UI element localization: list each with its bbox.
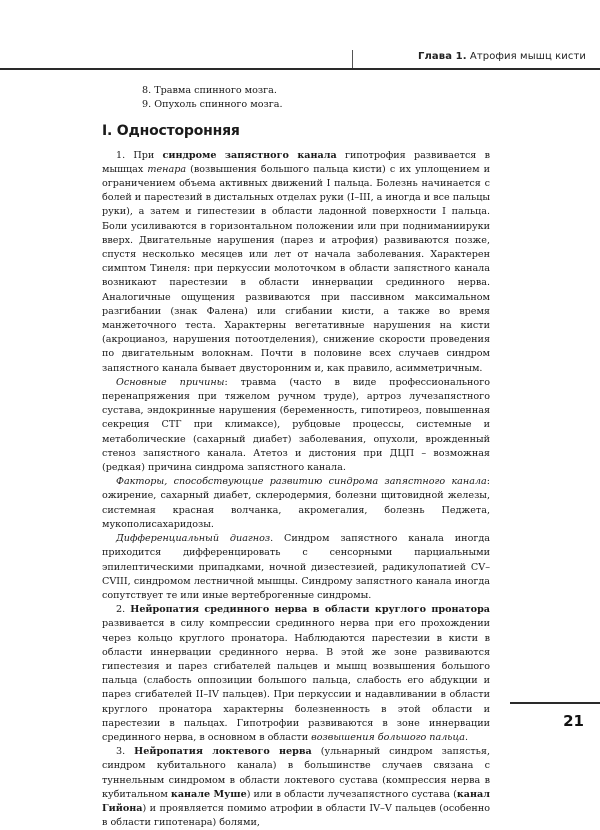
term-italic: Дифференциальный диагноз (116, 533, 271, 545)
text-run: (ульнарный синдром запястья, синдром кубитального канала) в большинстве случаев связана с туннельным синдромом в области локтевого сустава (компрессия нерва в кубитальном (102, 746, 491, 800)
text-run: : ожирение, сахарный диабет, склеродермия, болезни щитовидной железы, системная красная волчанка, акромегалия, болезнь Педжета, мукополисахаридозы. (102, 476, 490, 530)
term-bold: синдроме запястного канала (162, 149, 337, 161)
text-run: 1. При (116, 149, 163, 161)
term-bold: канал Гийона (102, 788, 490, 814)
list-item: 8. Травма спинного мозга. (142, 85, 277, 96)
text-run: ) или в области лучезапястного сустава ( (246, 788, 457, 800)
page-number: 21 (563, 712, 584, 730)
paragraph-pronator-neuropathy (102, 603, 490, 745)
chapter-title (418, 51, 586, 62)
chapter-label: Глава 1. (418, 51, 467, 62)
header-divider (352, 50, 353, 70)
header-rule (0, 68, 600, 70)
term-bold: Нейропатия локтевого нерва (134, 746, 312, 758)
list-item: 9. Опухоль спинного мозга. (142, 99, 283, 111)
term-italic: возвышения большого пальца (311, 731, 465, 743)
running-header (0, 0, 600, 72)
term-italic: Основные причины (116, 376, 225, 388)
text-run: 2. (116, 604, 131, 616)
chapter-name: Атрофия мышц кисти (469, 51, 586, 62)
paragraph-main-causes (102, 376, 490, 475)
text-run: . Синдром запястного канала иногда приходится дифференцировать с сенсорными парциальными эпилептическими припадками, ночной дизестезией, радикулопатией CV–CVIII, синдромом лестничной мышцы. Синдрому запястного канала иногда сопутствует те или иные вертеброгенные синдромы. (102, 533, 490, 601)
text-run: (возвышения большого пальца кисти) с их уплощением и ограничением объема активных движений I пальца. Болезнь начинается с болей и парестезий в дистальных отделах руки (I–III, а иногда и все пальцы руки), а затем и гипестезии в области ладонной поверхности I пальца. Боли усиливаются в горизонтальном положении или при подниманииpуки вверх. Двигательные нарушения (парез и атрофия) развиваются позже, спустя несколько месяцев или лет от начала заболевания. Характерен симптом Тинеля: при перкуссии молоточком в области запястного канала возникают парестезии в области иннервации срединного нерва. Аналогичные ощущения развиваются при пассивном максимальном разгибании (знак Фалена) или сгибании кисти, а также во время манжеточного теста. Характерны вегетативные нарушения на кисти (акроцианоз, нарушения потоотделения), снижение скорости проведения по двигательным волокнам. Почти в половине всех случаев синдром запястного канала бывает двусторонним и, как правило, асимметричным. (102, 163, 490, 374)
paragraph-carpal-tunnel (102, 149, 490, 376)
term-italic: Факторы, способствующие развитию синдрома запястного канала (116, 476, 487, 488)
text-run: : травма (часто в виде профессионального перенапряжения при тяжелом ручном труде), артроз лучезапястного сустава, эндокринные нарушения (беременность, гипотиреоз, повышенная секреция СТГ при климаксе), рубцовые процессы, системные и метаболические (сахарный диабет) заболевания, опухоли, врожденный стеноз запястного канала. Атетоз и дистония при ДЦП – возможная (редкая) причина синдрома запястного канала. (102, 376, 490, 474)
term-italic: тенара (147, 163, 187, 175)
section-heading: I. Односторонняя (102, 123, 240, 140)
page-number-rule (510, 702, 600, 704)
term-bold: канале Муше (170, 788, 247, 800)
text-run: гипотрофия развивается в мышцах (102, 149, 490, 175)
text-run: ) и проявляется помимо атрофии в области IV–V пальцев (особенно в области гипотенара) болями, (102, 802, 490, 829)
text-run: . (464, 731, 469, 743)
page-body (102, 84, 490, 830)
term-bold: Нейропатия срединного нерва в области круглого пронатора (130, 604, 491, 616)
paragraph-differential-diagnosis (102, 532, 490, 603)
paragraph-ulnar-neuropathy (102, 745, 490, 830)
text-run: развивается в силу компрессии срединного нерва при его прохождении через кольцо круглого пронатора. Наблюдаются парестезии в кисти в области иннервации срединного нерва. В этой же зоне развиваются гипестезия и парез сгибателей пальцев и мышц возвышения большого пальца (слабость оппозиции большого пальца, слабость его абдукции и парез сгибателей II–IV пальцев). При перкуссии и надавливании в области круглого пронатора характерны болезненность в этой области и парестезии в пальцах. Гипотрофии развиваются в зоне иннервации срединного нерва, в основном в области (102, 618, 490, 743)
text-run: 3. (116, 746, 135, 758)
paragraph-risk-factors (102, 475, 490, 532)
